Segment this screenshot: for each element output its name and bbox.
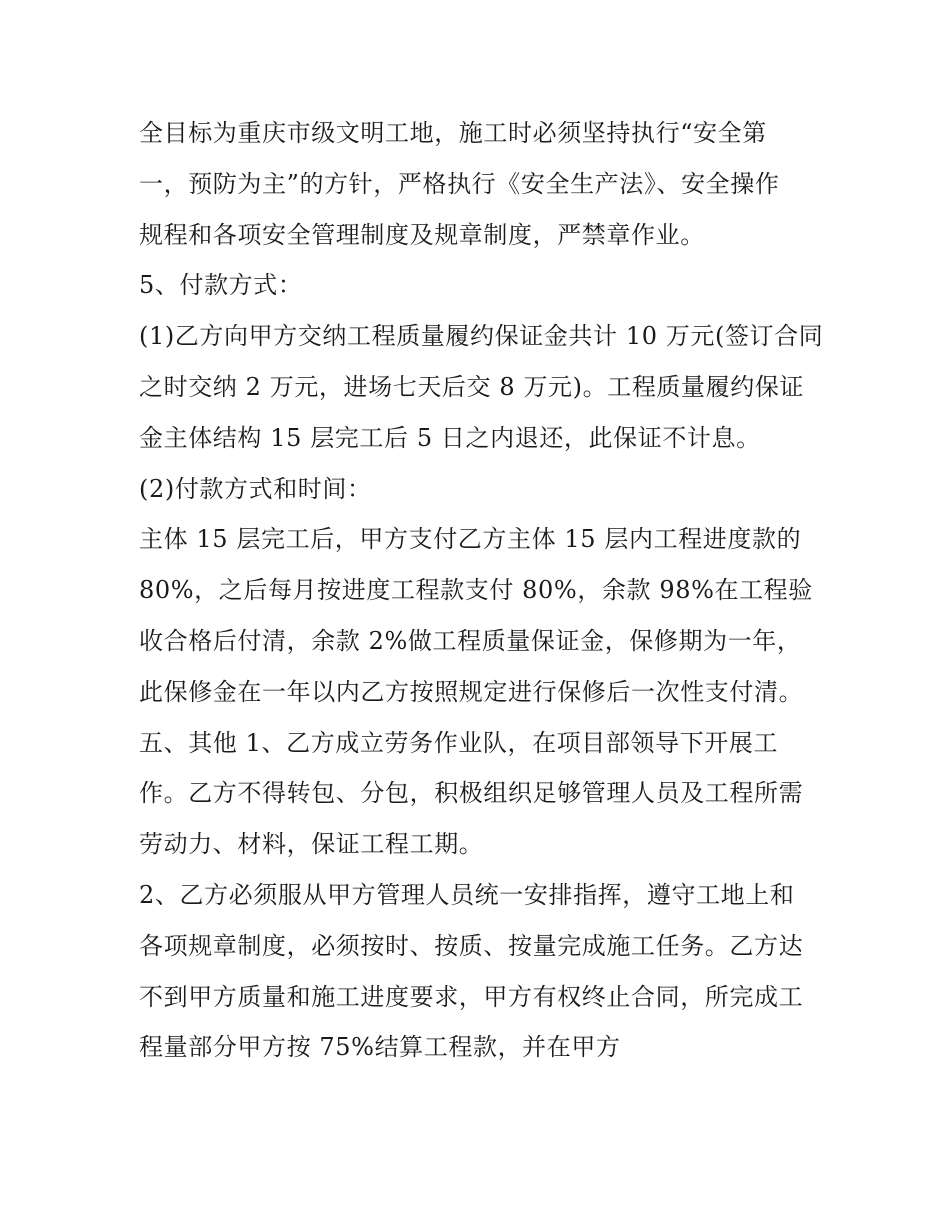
text-line: 此保修金在一年以内乙方按照规定进行保修后一次性支付清。	[139, 677, 804, 706]
text-line: 规程和各项安全管理制度及规章制度，严禁章作业。	[139, 220, 705, 249]
text-line: 全目标为重庆市级文明工地，施工时必须坚持执行“安全第	[139, 119, 767, 147]
text-line: 金主体结构 15 层完工后 5 日之内退还，此保证不计息。	[139, 423, 761, 452]
text-line: 2、乙方必须服从甲方管理人员统一安排指挥，遵守工地上和	[139, 880, 795, 909]
text-line: 一，预防为主”的方针，严格执行《安全生产法》、安全操作	[139, 169, 780, 198]
text-line: 主体 15 层完工后，甲方支付乙方主体 15 层内工程进度款的	[139, 525, 802, 554]
section-heading: 5、付款方式：	[139, 271, 303, 300]
text-line: 五、其他 1、乙方成立劳务作业队，在项目部领导下开展工	[139, 728, 779, 757]
text-line: 作。乙方不得转包、分包，积极组织足够管理人员及工程所需	[139, 779, 804, 808]
text-line: 之时交纳 2 万元，进场七天后交 8 万元)。工程质量履约保证	[139, 372, 805, 401]
text-line: 不到甲方质量和施工进度要求，甲方有权终止合同，所完成工	[139, 982, 804, 1011]
document-body	[139, 108, 824, 1073]
text-line: 80%，之后每月按进度工程款支付 80%，余款 98%在工程验	[139, 576, 813, 605]
text-line: (1)乙方向甲方交纳工程质量履约保证金共计 10 万元(签订合同	[139, 322, 824, 351]
text-line: 各项规章制度，必须按时、按质、按量完成施工任务。乙方达	[139, 931, 804, 960]
text-line: 劳动力、材料，保证工程工期。	[139, 830, 484, 859]
text-line: (2)付款方式和时间：	[139, 474, 372, 503]
text-line: 收合格后付清，余款 2%做工程质量保证金，保修期为一年，	[139, 626, 802, 655]
text-line: 程量部分甲方按 75%结算工程款，并在甲方	[139, 1033, 621, 1062]
